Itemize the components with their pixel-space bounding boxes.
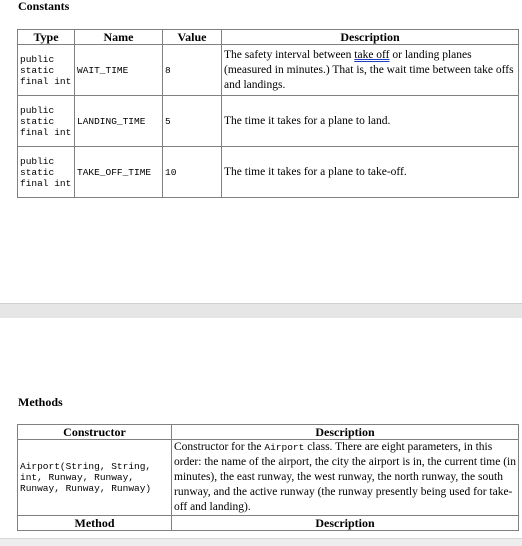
table-row [18,147,519,198]
constant-value: 8 [163,45,222,96]
column-header-value: Value [163,30,222,45]
constant-description [222,45,519,96]
constant-description: The time it takes for a plane to land. [222,96,519,147]
constant-name: TAKE_OFF_TIME [75,147,163,198]
table-row [18,440,519,516]
description-text: or landing planes (measured in minutes.) That is, the wait time between take offs and landings. [224,48,514,91]
constant-type: public static final int [18,96,75,147]
methods-heading: Methods [18,395,63,409]
methods-table [17,424,519,531]
constants-header-row [18,30,519,45]
constant-name: LANDING_TIME [75,96,163,147]
table-row [18,96,519,147]
table-row [18,45,519,96]
description-text: Constructor for the [174,441,265,453]
column-header-description: Description [222,30,519,45]
constant-description: The time it takes for a plane to take-off. [222,147,519,198]
description-text: The safety interval between [224,48,355,61]
description-text: class. There are eight parameters, in this order: the name of the airport, the city the airport is in, the current time (in minutes), the east runway, the west runway, the north runway, the south runway, and the active runway (the runway presently being used for take-off and landing). [174,441,517,513]
column-header-name: Name [75,30,163,45]
constant-name: WAIT_TIME [75,45,163,96]
constructor-header-row [18,425,519,440]
column-header-description: Description [172,425,519,440]
constants-table [17,29,519,198]
constant-type: public static final int [18,147,75,198]
page-break-gap [0,303,522,319]
column-header-method-description: Description [172,516,519,531]
column-header-method: Method [18,516,172,531]
constant-value: 10 [163,147,222,198]
constant-value: 5 [163,96,222,147]
column-header-type: Type [18,30,75,45]
method-header-row [18,516,519,531]
constants-heading: Constants [18,0,70,13]
class-name-code: Airport [264,442,305,453]
column-header-constructor: Constructor [18,425,172,440]
constant-type: public static final int [18,45,75,96]
spellcheck-underlined-text: take off [354,48,390,61]
constructor-description [172,440,519,516]
constructor-signature: Airport(String, String, int, Runway, Runway, Runway, Runway, Runway) [18,440,172,516]
